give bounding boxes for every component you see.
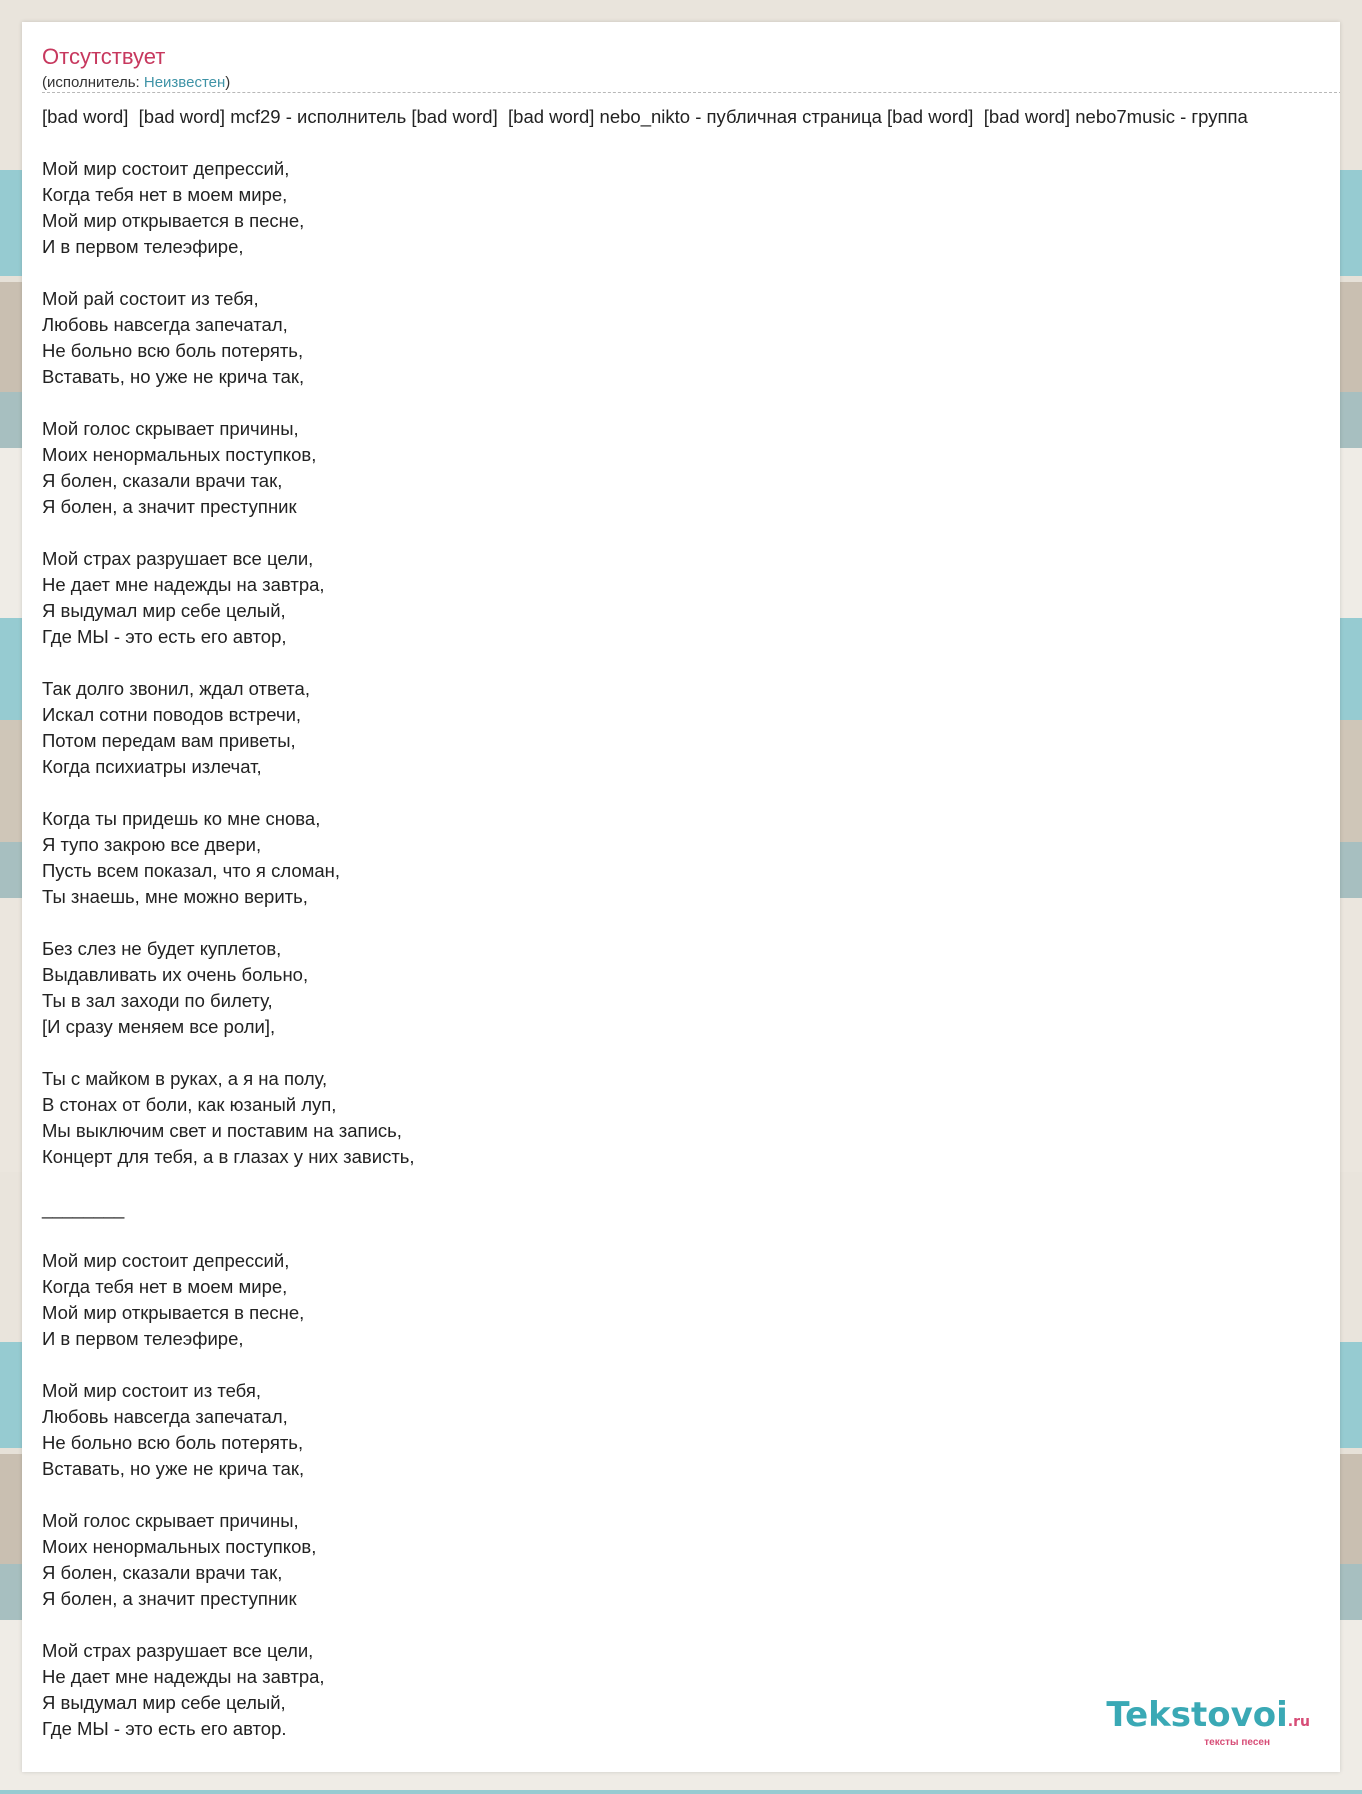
performer-line	[42, 74, 230, 91]
logo-tagline: тексты песен	[1204, 1737, 1270, 1748]
lyrics-text: Мой мир состоит депрессий, Когда тебя нет в моем мире, Мой мир открывается в песне, И в первом телеэфире, Мой рай состоит из тебя, Любовь навсегда запечатал, Не больно всю боль потерять, Вставать, но уже не крича так, Мой голос скрывает причины, Моих ненормальных поступков, Я болен, сказали врачи так, Я болен, а значит преступник Мой страх разрушает все цели, Не дает мне надежды на завтра, Я выдумал мир себе целый, Где МЫ - это есть его автор, Так долго звонил, ждал ответа, Искал сотни поводов встречи, Потом передам вам приветы, Когда психиатры излечат, Когда ты придешь ко мне снова, Я тупо закрою все двери, Пусть всем показал, что я сломан, Ты знаешь, мне можно верить, Без слез не будет куплетов, Выдавливать их очень больно, Ты в зал заходи по билету, [И сразу меняем все роли], Ты с майком в руках, а я на полу, В стонах от боли, как юзаный луп, Мы выключим свет и поставим на запись, Концерт для тебя, а в глазах у них зависть, ________ Мой мир состоит депрессий, Когда тебя нет в моем мире, Мой мир открывается в песне, И в первом телеэфире, Мой мир состоит из тебя, Любовь навсегда запечатал, Не больно всю боль потерять, Вставать, но уже не крича так, Мой голос скрывает причины, Моих ненормальных поступков, Я болен, сказали врачи так, Я болен, а значит преступник Мой страх разрушает все цели, Не дает мне надежды на завтра, Я выдумал мир себе целый, Где МЫ - это есть его автор.	[42, 158, 415, 1739]
logo-tld: .ru	[1287, 1714, 1310, 1730]
song-title: Отсутствует	[42, 44, 166, 69]
tags-line: [bad word] [bad word] mcf29 - исполнитель [bad word] [bad word] nebo_nikto - публичная страница [bad word] [bad word] nebo7music - группа	[42, 106, 1248, 127]
logo-wordmark	[1106, 1695, 1310, 1739]
performer-suffix: )	[225, 74, 231, 91]
site-logo[interactable]	[1106, 1695, 1310, 1748]
performer-link[interactable]: Неизвестен	[143, 74, 226, 91]
lyrics-page	[22, 22, 1340, 1772]
performer-prefix: (исполнитель:	[42, 74, 144, 91]
dashed-divider	[42, 92, 1340, 93]
logo-name: Tekstovoi	[1106, 1695, 1288, 1735]
